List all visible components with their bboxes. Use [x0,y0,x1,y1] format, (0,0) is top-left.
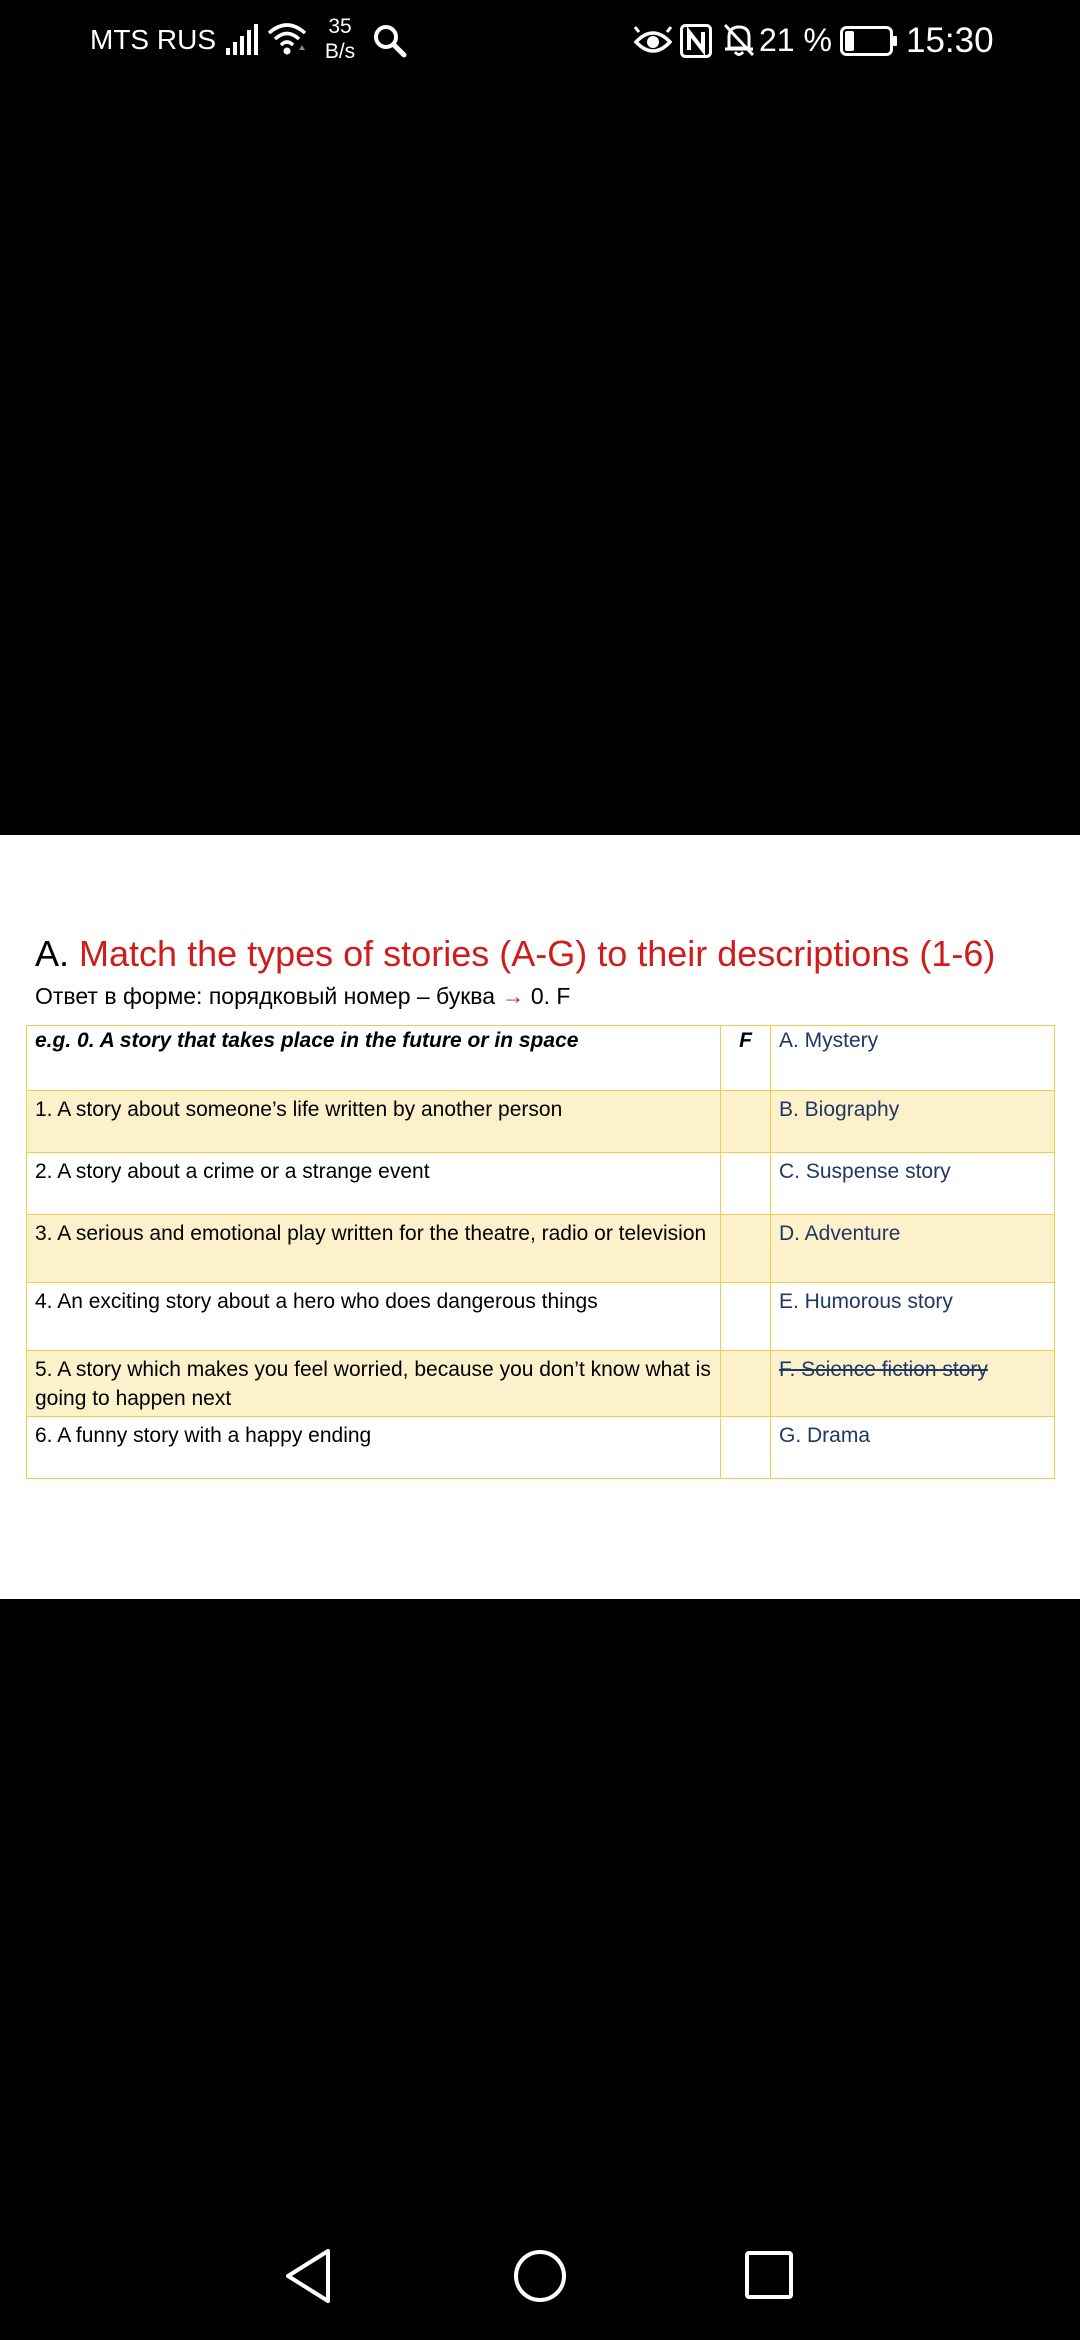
title-prefix: A. [35,933,70,974]
table-row [27,1351,1055,1417]
description-cell: 2. A story about a crime or a strange event [27,1153,721,1215]
battery-level-fill [845,31,854,51]
answer-cell [721,1215,771,1283]
table-row [27,1153,1055,1215]
slide-title [35,933,995,975]
subtitle-text: Ответ в форме: порядковый номер – буква [35,983,496,1009]
description-cell: e.g. 0. A story that takes place in the future or in space [27,1026,721,1091]
worksheet-slide [0,835,1080,1599]
eye-icon [634,26,672,56]
description-cell: 4. An exciting story about a hero who does dangerous things [27,1283,721,1351]
table-row [27,1283,1055,1351]
signal-icon [226,24,260,56]
network-speed [318,14,362,64]
back-icon[interactable] [282,2247,334,2305]
search-icon[interactable] [372,23,408,59]
story-type-cell: C. Suspense story [771,1153,1055,1215]
clock: 15:30 [906,21,994,60]
wifi-icon [266,20,308,58]
battery-icon [840,26,898,56]
description-cell: 3. A serious and emotional play written for the theatre, radio or television [27,1215,721,1283]
title-text: Match the types of stories (A-G) to their descriptions (1-6) [79,933,996,974]
story-type-cell: E. Humorous story [771,1283,1055,1351]
story-type-cell: B. Biography [771,1091,1055,1153]
navigation-bar [0,2220,1080,2340]
nfc-icon [680,24,712,58]
story-type-cell [771,1351,1055,1417]
slide-subtitle [35,983,570,1010]
home-icon[interactable] [512,2248,568,2304]
struck-story-type: F. Science fiction story [779,1358,988,1381]
answer-cell [721,1091,771,1153]
battery-percentage: 21 % [759,22,832,58]
subtitle-example: 0. F [530,983,571,1009]
story-type-cell: G. Drama [771,1417,1055,1479]
description-cell: 5. A story which makes you feel worried, because you don’t know what is going to happen next [27,1351,721,1417]
answer-cell [721,1351,771,1417]
arrow-icon: → [501,983,525,1009]
carrier-name: MTS RUS [90,24,216,55]
story-type-cell: A. Mystery [771,1026,1055,1091]
bell-off-icon [722,22,756,58]
answer-cell [721,1417,771,1479]
description-cell: 6. A funny story with a happy ending [27,1417,721,1479]
description-cell: 1. A story about someone’s life written by another person [27,1091,721,1153]
answer-cell [721,1153,771,1215]
table-row [27,1215,1055,1283]
network-speed-unit: B/s [324,40,356,63]
table-row [27,1026,1055,1091]
matching-table [26,1025,1055,1479]
network-speed-value: 35 [328,15,352,38]
answer-cell: F [721,1026,771,1091]
answer-cell [721,1283,771,1351]
status-bar [0,0,1080,80]
table-row [27,1091,1055,1153]
recents-icon[interactable] [744,2250,794,2300]
story-type-cell: D. Adventure [771,1215,1055,1283]
table-row [27,1417,1055,1479]
